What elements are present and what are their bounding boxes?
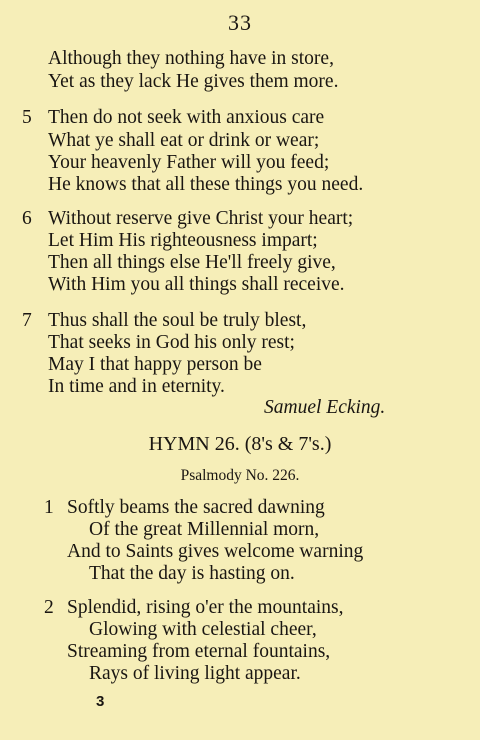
verse-number-6: 6 bbox=[22, 208, 32, 229]
verse-6-line-4: With Him you all things shall receive. bbox=[48, 274, 345, 295]
verse-5-line-4: He knows that all these things you need. bbox=[48, 174, 364, 195]
hymn-verse-number-2: 2 bbox=[44, 597, 54, 618]
verse-7-line-3: May I that happy person be bbox=[48, 354, 262, 375]
verse-6-line-2: Let Him His righteousness impart; bbox=[48, 230, 318, 251]
verse-7-line-1: Thus shall the soul be truly blest, bbox=[48, 310, 307, 331]
continuation-line-2: Yet as they lack He gives them more. bbox=[48, 71, 339, 92]
page-number: 33 bbox=[228, 10, 252, 35]
continuation-line-1: Although they nothing have in store, bbox=[48, 48, 334, 69]
verse-5-line-2: What ye shall eat or drink or wear; bbox=[48, 130, 320, 151]
verse-6-line-3: Then all things else He'll freely give, bbox=[48, 252, 336, 273]
hymn-verse-number-1: 1 bbox=[44, 497, 54, 518]
verse-7-line-4: In time and in eternity. bbox=[48, 376, 225, 397]
hymn-title: HYMN 26. (8's & 7's.) bbox=[148, 433, 332, 455]
hymn-verse-2-line-3: Streaming from eternal fountains, bbox=[67, 641, 331, 662]
hymn-verse-1-line-3: And to Saints gives welcome warning bbox=[67, 541, 364, 562]
hymn-verse-2-line-4: Rays of living light appear. bbox=[89, 663, 301, 684]
printer-signature-mark: 3 bbox=[96, 693, 105, 710]
verse-5-line-1: Then do not seek with anxious care bbox=[48, 107, 325, 128]
hymn-verse-2-line-2: Glowing with celestial cheer, bbox=[89, 619, 317, 640]
hymn-author: Samuel Ecking. bbox=[264, 397, 386, 418]
hymn-verse-2-line-1: Splendid, rising o'er the mountains, bbox=[67, 597, 344, 618]
verse-6-line-1: Without reserve give Christ your heart; bbox=[48, 208, 354, 229]
hymn-verse-1-line-1: Softly beams the sacred dawning bbox=[67, 497, 325, 518]
verse-number-5: 5 bbox=[22, 107, 32, 128]
verse-7-line-2: That seeks in God his only rest; bbox=[48, 332, 295, 353]
hymn-verse-1-line-4: That the day is hasting on. bbox=[89, 563, 295, 584]
verse-5-line-3: Your heavenly Father will you feed; bbox=[48, 152, 330, 173]
hymn-verse-1-line-2: Of the great Millennial morn, bbox=[89, 519, 320, 540]
verse-number-7: 7 bbox=[22, 310, 32, 331]
hymn-tune-reference: Psalmody No. 226. bbox=[180, 467, 300, 484]
